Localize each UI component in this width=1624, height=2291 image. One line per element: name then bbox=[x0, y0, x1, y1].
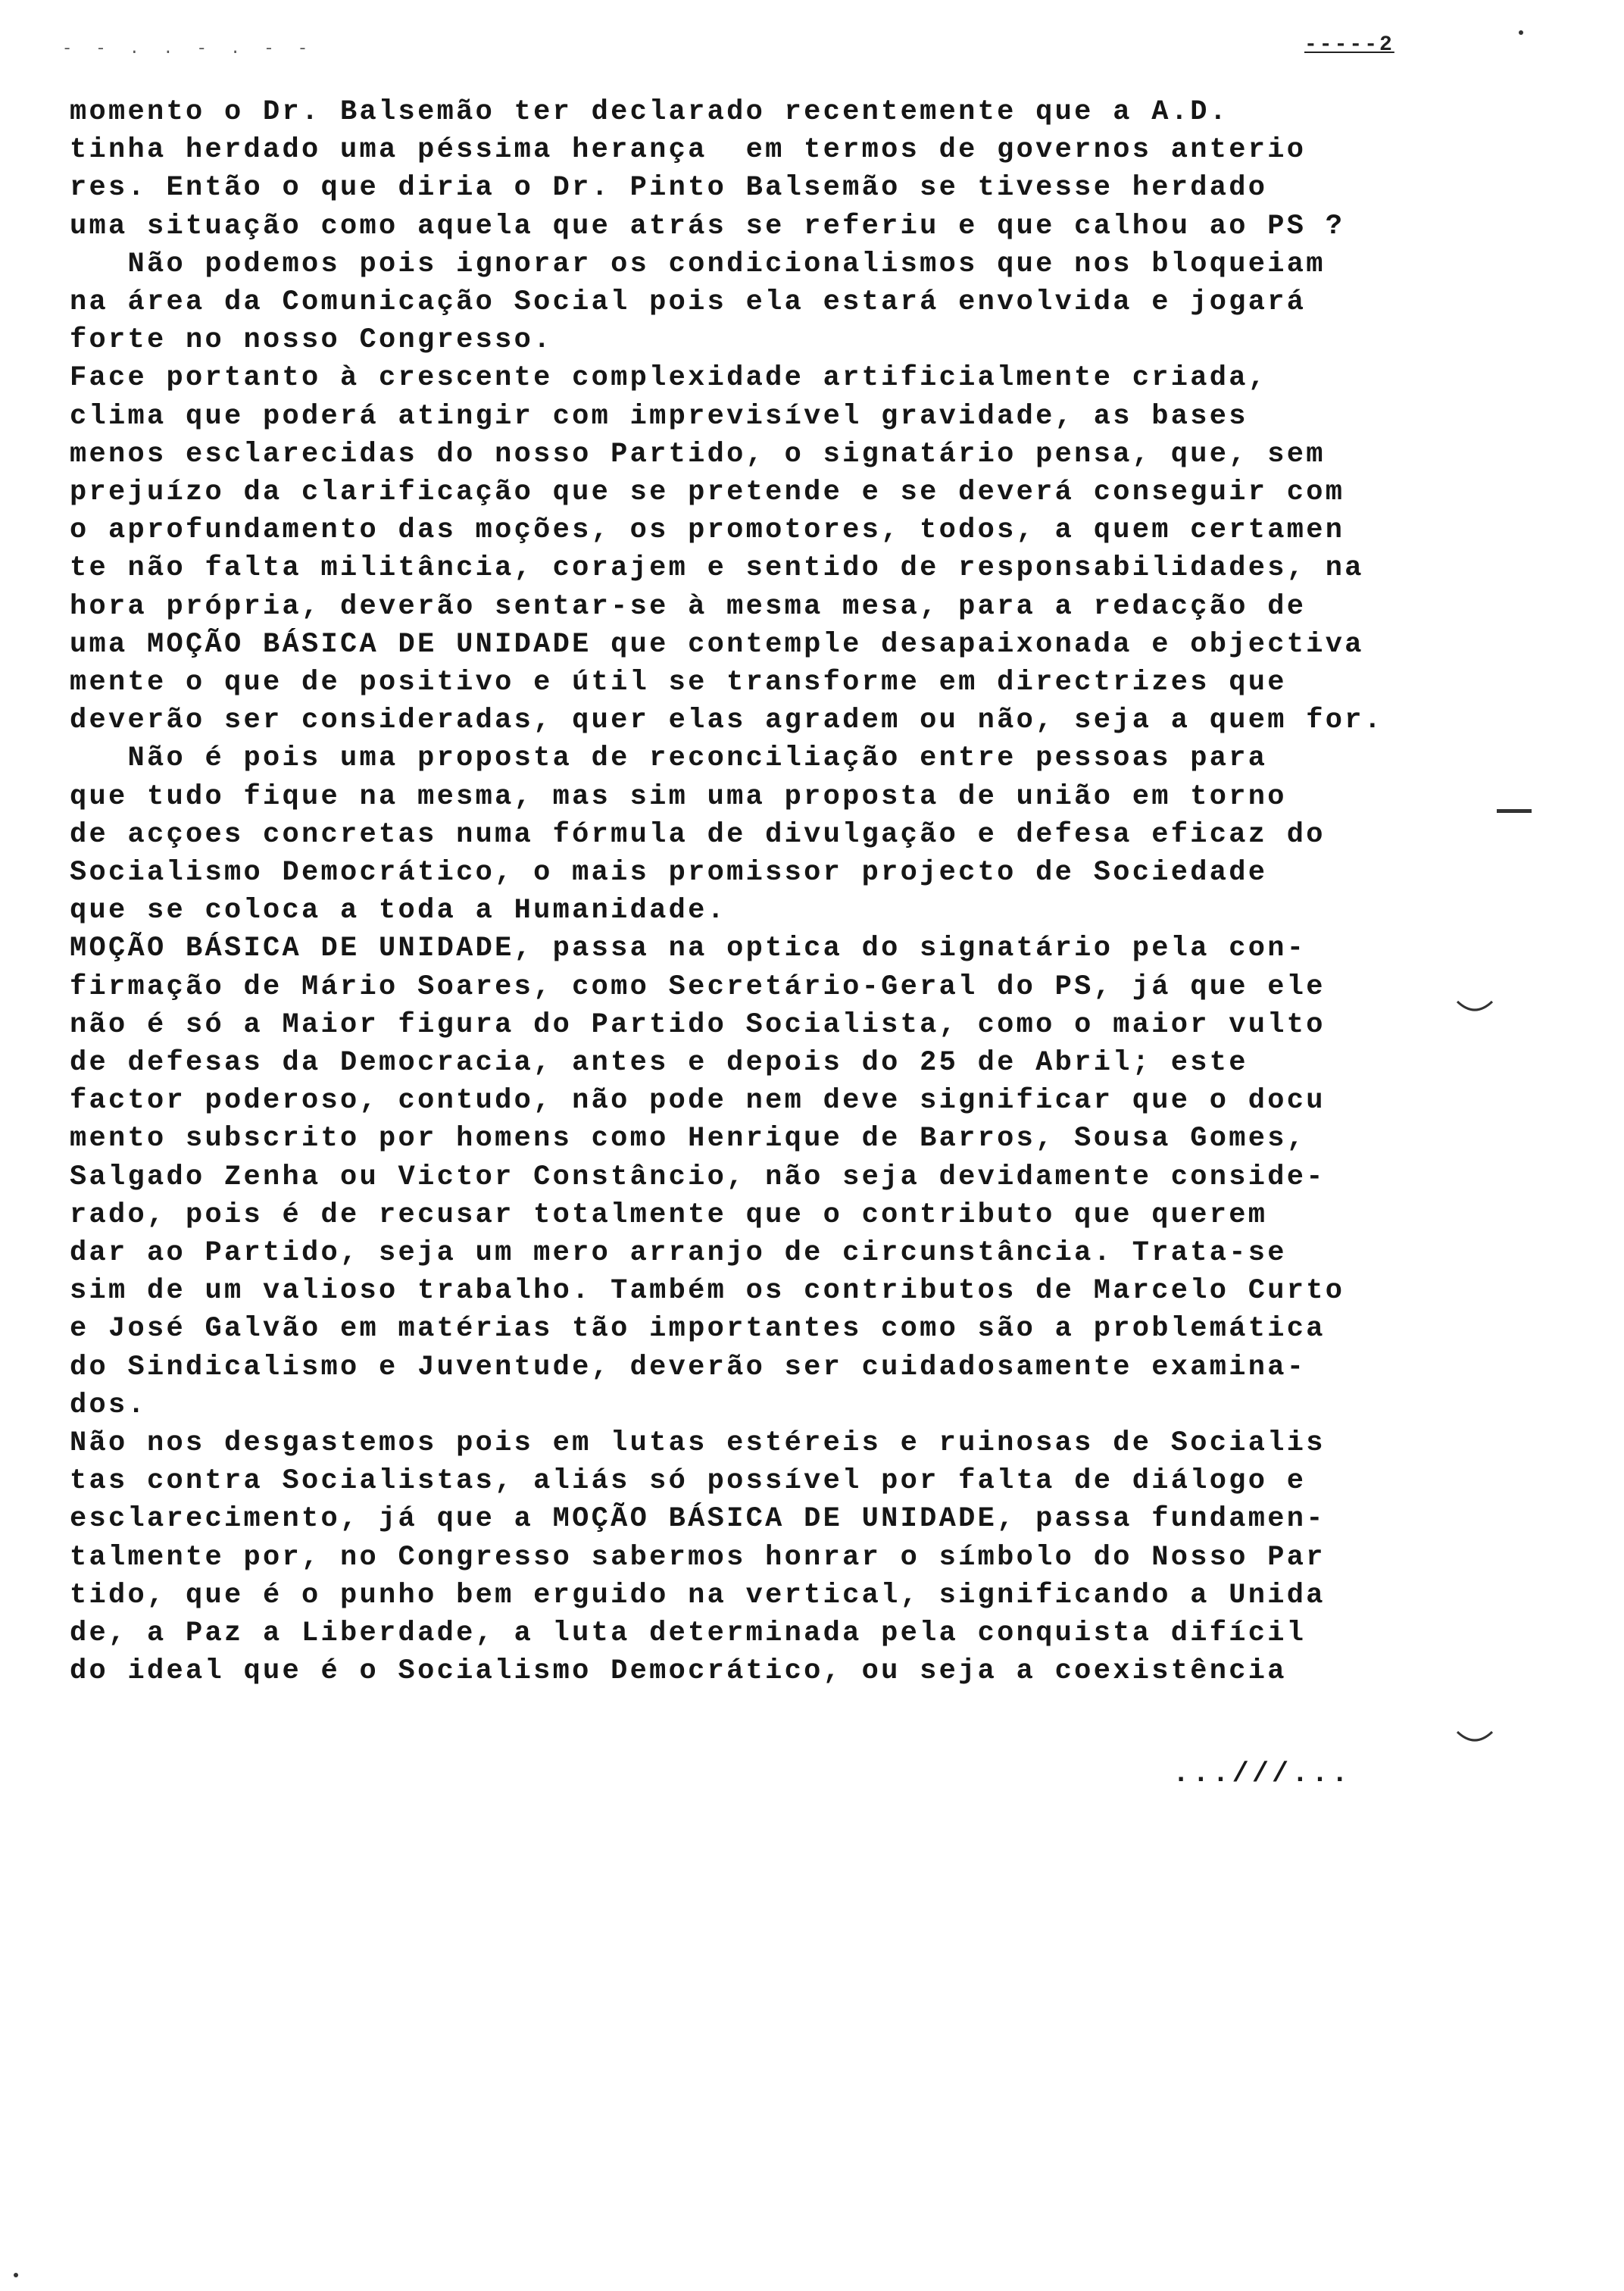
text-line: factor poderoso, contudo, não pode nem deve significar que o docu bbox=[70, 1085, 1326, 1117]
text-line: dos. bbox=[70, 1389, 148, 1421]
text-line: sim de um valioso trabalho. Também os contributos de Marcelo Curto bbox=[70, 1275, 1345, 1307]
text-line: hora própria, deverão sentar-se à mesma mesa, para a redacção de bbox=[70, 591, 1307, 623]
margin-dash-mark bbox=[1497, 809, 1532, 813]
text-line: do ideal que é o Socialismo Democrático, ou seja a coexistência bbox=[70, 1655, 1287, 1687]
text-line: tido, que é o punho bem erguido na vertical, significando a Unida bbox=[70, 1580, 1326, 1611]
page-number: -----2 bbox=[1304, 33, 1394, 57]
text-line: que se coloca a toda a Humanidade. bbox=[70, 895, 727, 927]
text-line: de acçoes concretas numa fórmula de divulgação e defesa eficaz do bbox=[70, 819, 1326, 851]
text-line: Salgado Zenha ou Victor Constâncio, não seja devidamente conside- bbox=[70, 1161, 1326, 1193]
text-line: que tudo fique na mesma, mas sim uma proposta de união em torno bbox=[70, 781, 1287, 813]
text-line: tinha herdado uma péssima herança em termos de governos anterio bbox=[70, 134, 1307, 166]
text-line: Face portanto à crescente complexidade artificialmente criada, bbox=[70, 362, 1268, 394]
text-line: deverão ser consideradas, quer elas agradem ou não, seja a quem for. bbox=[70, 705, 1384, 736]
text-line: mente o que de positivo e útil se transforme em directrizes que bbox=[70, 667, 1287, 699]
text-line: Não podemos pois ignorar os condicionalismos que nos bloqueiam bbox=[70, 248, 1326, 280]
text-line: não é só a Maior figura do Partido Socialista, como o maior vulto bbox=[70, 1009, 1326, 1041]
text-line: momento o Dr. Balsemão ter declarado recentemente que a A.D. bbox=[70, 96, 1229, 128]
text-line: mento subscrito por homens como Henrique de Barros, Sousa Gomes, bbox=[70, 1123, 1307, 1155]
text-line: te não falta militância, corajem e sentido de responsabilidades, na bbox=[70, 552, 1364, 584]
text-line: de, a Paz a Liberdade, a luta determinada pela conquista difícil bbox=[70, 1617, 1307, 1649]
corner-dot bbox=[1519, 30, 1523, 35]
text-line: tas contra Socialistas, aliás só possível por falta de diálogo e bbox=[70, 1465, 1307, 1497]
text-line: clima que poderá atingir com imprevisível gravidade, as bases bbox=[70, 401, 1248, 433]
text-line: uma MOÇÃO BÁSICA DE UNIDADE que contemple desapaixonada e objectiva bbox=[70, 629, 1364, 661]
text-line: na área da Comunicação Social pois ela estará envolvida e jogará bbox=[70, 286, 1307, 318]
text-line: do Sindicalismo e Juventude, deverão ser cuidadosamente examina- bbox=[70, 1352, 1307, 1383]
text-line: forte no nosso Congresso. bbox=[70, 324, 553, 356]
text-line: rado, pois é de recusar totalmente que o contributo que querem bbox=[70, 1199, 1268, 1231]
text-line: MOÇÃO BÁSICA DE UNIDADE, passa na optica do signatário pela con- bbox=[70, 933, 1307, 964]
text-line: de defesas da Democracia, antes e depois do 25 de Abril; este bbox=[70, 1047, 1248, 1079]
text-line: uma situação como aquela que atrás se referiu e que calhou ao PS ? bbox=[70, 211, 1345, 242]
margin-curve-mark bbox=[1456, 1729, 1494, 1747]
margin-curve-mark bbox=[1456, 999, 1494, 1017]
text-line: prejuízo da clarificação que se pretende e se deverá conseguir com bbox=[70, 477, 1345, 508]
margin-dot bbox=[14, 2273, 18, 2277]
text-line: esclarecimento, já que a MOÇÃO BÁSICA DE UNIDADE, passa fundamen- bbox=[70, 1503, 1326, 1535]
text-line: res. Então o que diria o Dr. Pinto Balsemão se tivesse herdado bbox=[70, 172, 1268, 204]
text-line: Socialismo Democrático, o mais promissor projecto de Sociedade bbox=[70, 857, 1268, 889]
header-marks: - - . . - . - - bbox=[62, 39, 315, 58]
text-line: menos esclarecidas do nosso Partido, o signatário pensa, que, sem bbox=[70, 439, 1326, 470]
text-line: firmação de Mário Soares, como Secretário-Geral do PS, já que ele bbox=[70, 971, 1326, 1003]
text-line: Não nos desgastemos pois em lutas estéreis e ruinosas de Socialis bbox=[70, 1427, 1326, 1459]
text-line: o aprofundamento das moções, os promotores, todos, a quem certamen bbox=[70, 514, 1345, 546]
text-line: talmente por, no Congresso sabermos honrar o símbolo do Nosso Par bbox=[70, 1542, 1326, 1574]
continuation-mark: ...///... bbox=[1173, 1758, 1351, 1790]
text-line: Não é pois uma proposta de reconciliação entre pessoas para bbox=[70, 742, 1268, 774]
text-line: e José Galvão em matérias tão importantes como são a problemática bbox=[70, 1313, 1326, 1345]
text-line: dar ao Partido, seja um mero arranjo de circunstância. Trata-se bbox=[70, 1237, 1287, 1269]
